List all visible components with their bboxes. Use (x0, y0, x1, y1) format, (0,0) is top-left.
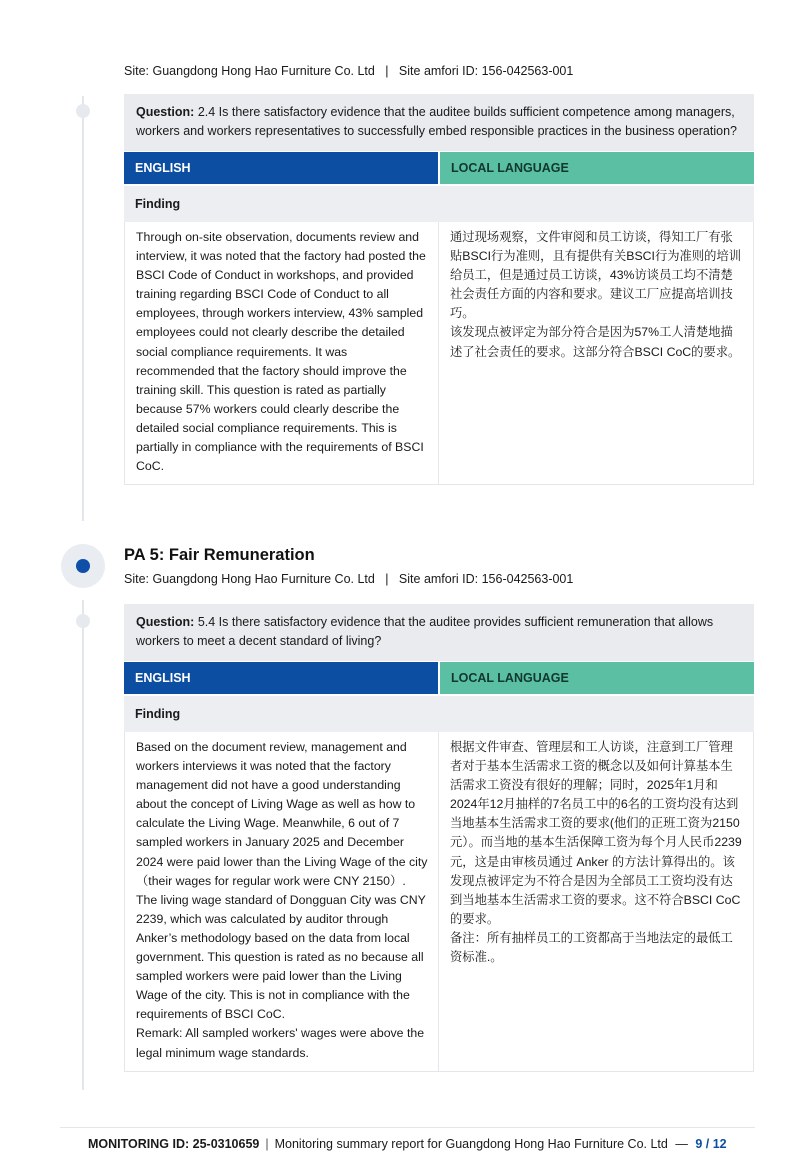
question-text (124, 604, 754, 661)
finding-english: Through on-site observation, documents review and interview, it was noted that the factory had posted the BSCI Code of Conduct in workshops, and provided training regarding BSCI Code of Conduct to all employees, through workers interview, 43% sampled employees could not clearly describe the detailed social compliance requirements. It was recommended that the factory should improve the training skill. This question is rated as partially because 57% workers could clearly describe the detailed social compliance requirements. This is partially in compliance with the requirements of BSCI CoC. (125, 222, 439, 484)
english-header: ENGLISH (124, 662, 438, 694)
finding-english: Based on the document review, management and workers interviews it was noted that the factory management did not have a good understanding about the concept of Living Wage as well as how to calculate the Living Wage. Meanwhile, 6 out of 7 sampled workers in January 2025 and December 2024 were paid lower than the Living Wage of the city（their wages for regular work were CNY 2150）. The living wage standard of Dongguan City was CNY 2239, which was calculated by auditor through Anker’s methodology based on the data from local government. This question is rated as no because all sampled workers were paid lower than the Living Wage of the city. This is not in compliance with the requirements of BSCI CoC. Remark: All sampled workers' wages were above the legal minimum wage standards. (125, 732, 439, 1071)
question-label: Question: (136, 615, 195, 629)
finding-label: Finding (124, 186, 754, 222)
page-number: 9 / 12 (695, 1137, 727, 1151)
site-info: Site: Guangdong Hong Hao Furniture Co. Ltd | Site amfori ID: 156-042563-001 (124, 572, 574, 586)
local-language-header: LOCAL LANGUAGE (440, 152, 754, 184)
finding-row (124, 732, 754, 1072)
section-title: PA 5: Fair Remuneration (124, 546, 315, 564)
local-language-header: LOCAL LANGUAGE (440, 662, 754, 694)
report-title: Monitoring summary report for Guangdong Hong Hao Furniture Co. Ltd (274, 1137, 668, 1151)
question-body: 2.4 Is there satisfactory evidence that the auditee builds sufficient competence among managers, workers and workers representatives to successfully embed responsible practices in the business operation? (136, 105, 737, 138)
site-info: Site: Guangdong Hong Hao Furniture Co. Ltd | Site amfori ID: 156-042563-001 (124, 64, 574, 78)
footer: MONITORING ID: 25-0310659 | Monitoring summary report for Guangdong Hong Hao Furniture Co. Ltd — 9 / 12 (88, 1137, 727, 1151)
finding-label: Finding (124, 696, 754, 732)
finding-local: 通过现场观察，文件审阅和员工访谈，得知工厂有张贴BSCI行为准则，且有提供有关BSCI行为准则的培训给员工，但是通过员工访谈，43%访谈员工均不清楚社会责任方面的内容和要求。建议工厂应提高培训技巧。 该发现点被评定为部分符合是因为57%工人清楚地描述了社会责任的要求。这部分符合BSCI CoC的要求。 (450, 230, 742, 359)
monitoring-id: MONITORING ID: 25-0310659 (88, 1137, 260, 1151)
question-body: 5.4 Is there satisfactory evidence that the auditee provides sufficient remuneration that allows workers to meet a decent standard of living? (136, 615, 714, 648)
question-text (124, 94, 754, 151)
finding-local: 根据文件审查、管理层和工人访谈，注意到工厂管理者对于基本生活需求工资的概念以及如何计算基本生活需求工资没有很好的理解；同时，2025年1月和2024年12月抽样的7名员工中的6名的工资均没有达到当地基本生活需求工资的要求(他们的正班工资为2150元）。而当地的基本生活保障工资为每个月人民币2239元，这是由审核员通过 Anker 的方法计算得出的。该发现点被评定为不符合是因为全部员工工资均没有达到当地基本生活需求工资的要求。这不符合BSCI CoC的要求。 备注：所有抽样员工的工资都高于当地法定的最低工资标准.。 (450, 740, 742, 965)
timeline-line-bottom (82, 600, 84, 1090)
timeline-dot (76, 614, 90, 628)
question-block-2-4 (124, 94, 754, 485)
question-label: Question: (136, 105, 195, 119)
section-marker-icon (61, 544, 105, 588)
timeline-dot (76, 104, 90, 118)
footer-divider (60, 1127, 755, 1128)
timeline-line-top (82, 96, 84, 521)
column-headers (124, 661, 754, 694)
english-header: ENGLISH (124, 152, 438, 184)
finding-row (124, 222, 754, 485)
column-headers (124, 151, 754, 184)
question-block-5-4 (124, 604, 754, 1072)
footer-dash: — (675, 1137, 688, 1151)
